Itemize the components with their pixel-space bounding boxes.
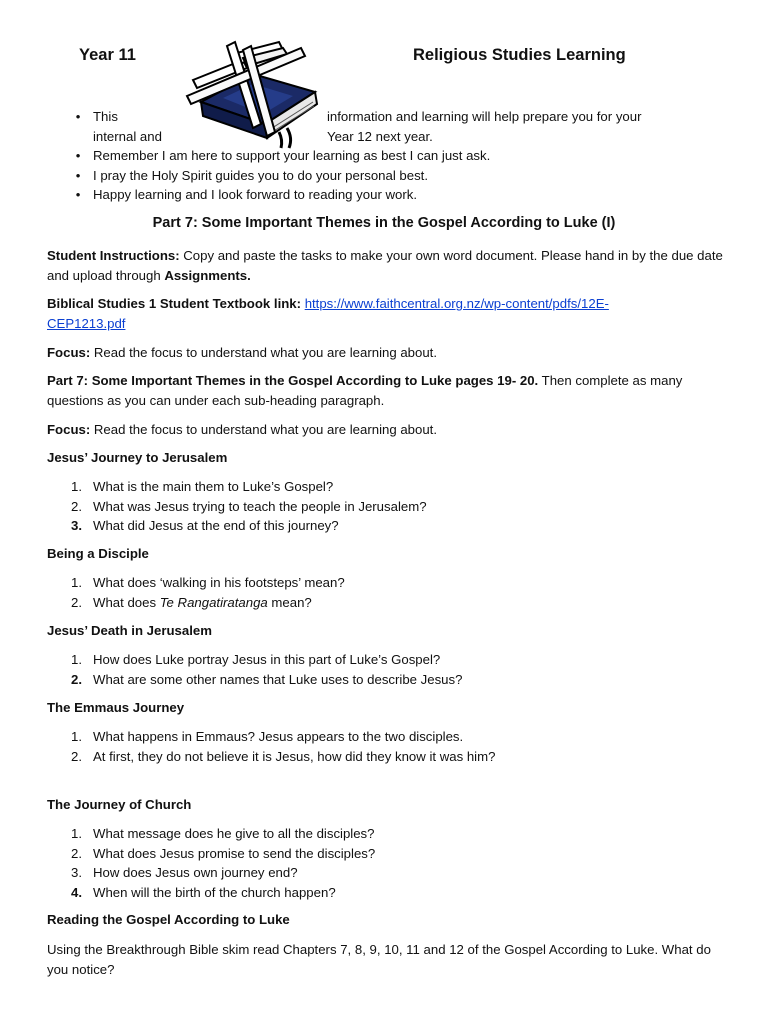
section-heading-church: The Journey of Church — [47, 797, 192, 812]
list-item — [66, 516, 726, 536]
bullet-icon: • — [75, 167, 81, 183]
question-text: What does Jesus promise to send the disciples? — [93, 845, 376, 861]
focus-paragraph — [47, 343, 727, 363]
question-number: 2. — [71, 845, 82, 861]
section-heading-disciple: Being a Disciple — [47, 546, 149, 561]
list-item — [66, 747, 726, 767]
question-text — [93, 593, 312, 613]
question-text-post: mean? — [267, 594, 312, 610]
intro-bullet-list — [70, 107, 750, 205]
list-item — [66, 497, 726, 517]
question-number: 2. — [71, 498, 82, 514]
question-number: 1. — [71, 575, 82, 590]
list-item — [66, 670, 726, 690]
textbook-link[interactable]: https://www.faithcentral.org.nz/wp-content/pdfs/12E-CEP1213.pdf — [47, 296, 609, 331]
question-number: 1. — [71, 652, 82, 667]
question-text: When will the birth of the church happen? — [93, 884, 336, 900]
list-item — [70, 166, 750, 186]
focus-label: Focus: — [47, 422, 91, 437]
question-text: What are some other names that Luke uses to describe Jesus? — [93, 671, 463, 687]
reading-paragraph: Using the Breakthrough Bible skim read Chapters 7, 8, 9, 10, 11 and 12 of the Gospel According to Luke. What do you notice? — [47, 942, 711, 977]
list-item — [70, 107, 750, 127]
question-text: What happens in Emmaus? Jesus appears to the two disciples. — [93, 729, 464, 744]
list-item — [66, 863, 726, 883]
subject-title: Religious Studies Learning — [413, 46, 626, 64]
textbook-label: Biblical Studies 1 Student Textbook link: — [47, 296, 302, 311]
part-pages-bold: Part 7: Some Important Themes in the Gospel According to Luke pages 19- 20. — [47, 373, 539, 388]
list-item-continued — [70, 127, 750, 147]
intro-line2-right: Year 12 next year. — [327, 128, 433, 144]
intro-line1-right: information and learning will help prepare you for your — [327, 109, 642, 124]
question-number: 4. — [71, 884, 82, 900]
question-list-journey — [66, 477, 726, 536]
intro-line1-left: This — [93, 109, 118, 124]
assignments-link-text: Assignments. — [164, 267, 251, 283]
bullet-text: Happy learning and I look forward to reading your work. — [93, 187, 418, 202]
list-item — [66, 727, 726, 747]
focus-paragraph — [47, 420, 727, 440]
question-text: How does Jesus own journey end? — [93, 865, 298, 880]
question-number: 1. — [71, 826, 82, 841]
list-item — [70, 146, 750, 166]
question-list-church — [66, 824, 726, 902]
intro-line2-left: internal and — [93, 128, 162, 144]
list-item — [66, 593, 726, 613]
part-pages-text: Then complete as many questions as you can under each sub-heading paragraph. — [47, 373, 683, 408]
year-title: Year 11 — [79, 46, 136, 64]
part-heading: Part 7: Some Important Themes in the Gospel According to Luke (I) — [152, 215, 616, 231]
question-text: How does Luke portray Jesus in this part of Luke’s Gospel? — [93, 652, 441, 667]
question-number: 2. — [71, 671, 82, 687]
section-heading-reading: Reading the Gospel According to Luke — [47, 912, 290, 927]
question-list-death — [66, 650, 726, 689]
section-heading-death: Jesus’ Death in Jerusalem — [47, 623, 212, 638]
question-text: What did Jesus at the end of this journey? — [93, 518, 339, 533]
question-text: What is the main them to Luke’s Gospel? — [93, 479, 334, 494]
focus-text: Read the focus to understand what you are learning about. — [90, 345, 438, 360]
list-item — [66, 477, 726, 497]
list-item — [66, 844, 726, 864]
question-number: 2. — [71, 594, 82, 610]
part-pages-paragraph — [47, 371, 727, 410]
bullet-icon: • — [75, 148, 81, 163]
bullet-icon: • — [75, 187, 81, 202]
question-text-pre: What does — [93, 594, 160, 610]
list-item — [70, 185, 750, 205]
question-number: 1. — [71, 729, 82, 744]
bullet-text: Remember I am here to support your learning as best I can just ask. — [93, 148, 491, 163]
bullet-icon: • — [75, 109, 81, 124]
student-instructions — [47, 246, 727, 285]
list-item — [66, 824, 726, 844]
question-text: What does ‘walking in his footsteps’ mean? — [93, 575, 345, 590]
list-item — [66, 883, 726, 903]
list-item — [66, 573, 726, 593]
instructions-text: Copy and paste the tasks to make your own word document. Please hand in by the due date and upload through — [47, 248, 723, 283]
bullet-text: I pray the Holy Spirit guides you to do your personal best. — [93, 167, 428, 183]
instructions-label: Student Instructions: — [47, 248, 180, 263]
question-text: At first, they do not believe it is Jesus, how did they know it was him? — [93, 748, 496, 764]
question-number: 2. — [71, 748, 82, 764]
question-list-disciple — [66, 573, 726, 612]
question-number: 1. — [71, 479, 82, 494]
question-text-emphasis: Te Rangatiratanga — [159, 594, 268, 610]
question-list-emmaus — [66, 727, 726, 766]
section-heading-journey: Jesus’ Journey to Jerusalem — [47, 450, 228, 465]
focus-label: Focus: — [47, 345, 91, 360]
section-heading-emmaus: The Emmaus Journey — [47, 700, 185, 715]
question-text: What message does he give to all the disciples? — [93, 826, 375, 841]
textbook-link-paragraph — [47, 294, 667, 333]
question-number: 3. — [71, 865, 82, 880]
question-number: 3. — [71, 518, 82, 533]
list-item — [66, 650, 726, 670]
focus-text: Read the focus to understand what you are learning about. — [90, 422, 438, 437]
question-text: What was Jesus trying to teach the people in Jerusalem? — [93, 498, 427, 514]
